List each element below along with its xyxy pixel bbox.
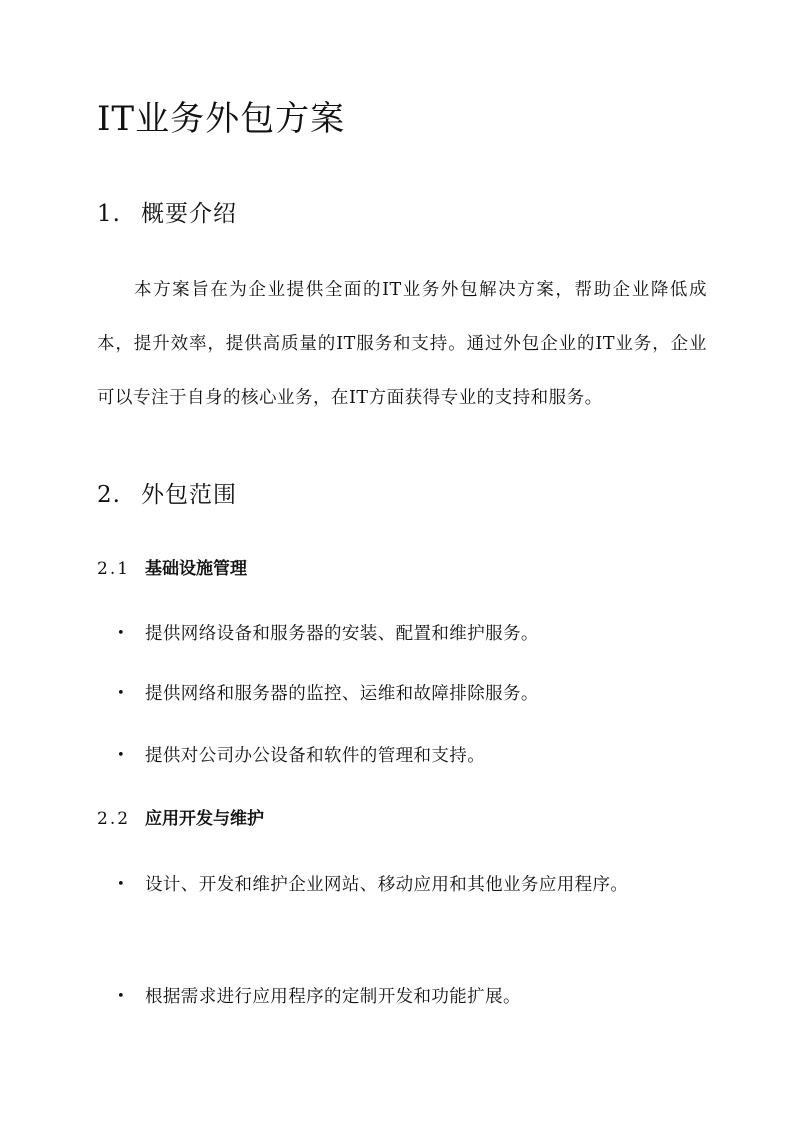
list-item-text: 根据需求进行应用程序的定制开发和功能扩展。	[145, 987, 521, 1007]
subsection-heading-infrastructure	[97, 556, 247, 582]
section-heading-scope	[97, 479, 237, 511]
list-item	[117, 970, 697, 1024]
subsection-heading-app-dev	[97, 806, 264, 832]
bullet-icon: •	[117, 686, 125, 701]
subsection-title: 基础设施管理	[145, 559, 247, 579]
subsection-number: 2.2	[97, 809, 131, 829]
document-title: IT业务外包方案	[97, 99, 346, 139]
section-number: 1.	[97, 201, 121, 227]
section-title: 外包范围	[141, 482, 237, 508]
list-item-text: 设计、开发和维护企业网站、移动应用和其他业务应用程序。	[145, 875, 629, 895]
list-item-text: 提供网络和服务器的监控、运维和故障排除服务。	[145, 684, 539, 704]
list-item	[117, 858, 697, 912]
list-item-text: 提供对公司办公设备和软件的管理和支持。	[145, 746, 486, 766]
bullet-icon: •	[117, 877, 125, 892]
section-title: 概要介绍	[141, 201, 237, 227]
list-item-text: 提供网络设备和服务器的安装、配置和维护服务。	[145, 624, 539, 644]
overview-paragraph: 本方案旨在为企业提供全面的IT业务外包解决方案，帮助企业降低成本，提升效率，提供高质量的IT服务和支持。通过外包企业的IT业务，企业可以专注于自身的核心业务，在IT方面获得专业的支持和服务。	[97, 280, 707, 408]
subsection-title: 应用开发与维护	[145, 809, 264, 829]
section-number: 2.	[97, 482, 121, 508]
section-heading-overview	[97, 198, 237, 230]
list-item	[117, 667, 697, 721]
bullet-icon: •	[117, 989, 125, 1004]
subsection-number: 2.1	[97, 559, 131, 579]
list-item	[117, 607, 697, 661]
bullet-icon: •	[117, 626, 125, 641]
list-item	[117, 729, 697, 783]
bullet-icon: •	[117, 748, 125, 763]
